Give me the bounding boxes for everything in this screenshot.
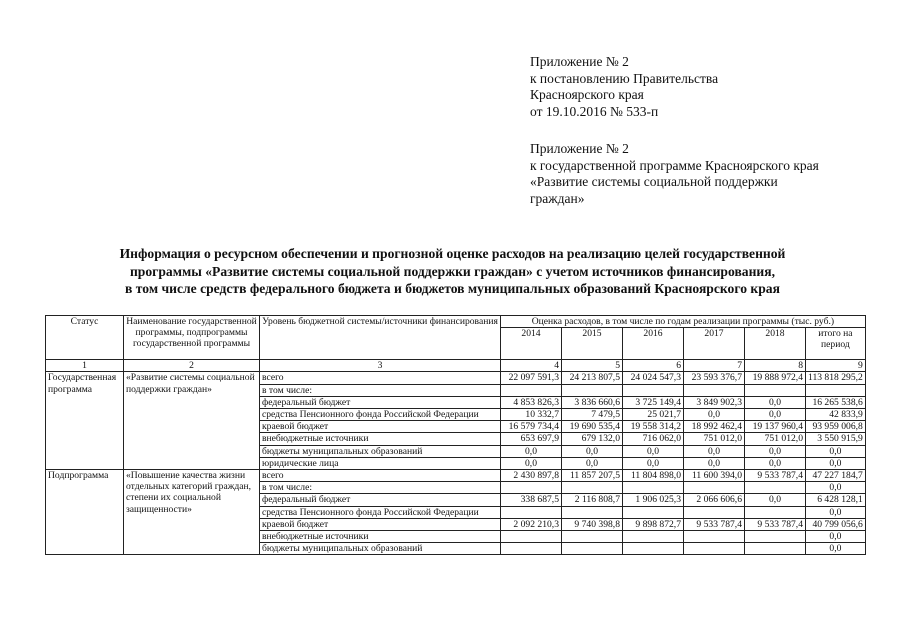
appendix-line: Красноярского края bbox=[530, 87, 644, 103]
row-value: 22 097 591,3 bbox=[501, 372, 562, 384]
row-value: 11 804 898,0 bbox=[623, 470, 684, 482]
row-value bbox=[501, 482, 562, 494]
row-value: 42 833,9 bbox=[806, 409, 866, 421]
row-source: краевой бюджет bbox=[260, 421, 501, 433]
row-value: 0,0 bbox=[623, 445, 684, 457]
row-value bbox=[684, 543, 745, 555]
row-value: 11 857 207,5 bbox=[562, 470, 623, 482]
column-number: 8 bbox=[745, 360, 806, 372]
row-value bbox=[684, 384, 745, 396]
row-value: 0,0 bbox=[806, 482, 866, 494]
appendix-line: к постановлению Правительства bbox=[530, 70, 719, 86]
column-number: 3 bbox=[260, 360, 501, 372]
row-value: 0,0 bbox=[806, 543, 866, 555]
document-title bbox=[0, 245, 905, 298]
row-value: 24 024 547,3 bbox=[623, 372, 684, 384]
row-value: 0,0 bbox=[806, 457, 866, 469]
table-row bbox=[46, 372, 866, 384]
row-value bbox=[745, 506, 806, 518]
resource-table bbox=[45, 315, 866, 555]
row-value: 338 687,5 bbox=[501, 494, 562, 506]
row-value: 6 428 128,1 bbox=[806, 494, 866, 506]
row-value bbox=[562, 543, 623, 555]
row-status: Подпрограмма bbox=[46, 470, 124, 555]
appendix-decree bbox=[530, 54, 718, 120]
appendix-line: от 19.10.2016 № 533-п bbox=[530, 103, 659, 119]
row-value bbox=[562, 384, 623, 396]
row-value: 3 849 902,3 bbox=[684, 396, 745, 408]
row-value: 0,0 bbox=[745, 445, 806, 457]
header-name: Наименование государственной программы, подпрограммы государственной программы bbox=[124, 316, 260, 360]
row-value: 0,0 bbox=[501, 457, 562, 469]
row-status: Государственная программа bbox=[46, 372, 124, 470]
title-line: в том числе средств федерального бюджета и бюджетов муниципальных образований Красноярского края bbox=[125, 281, 780, 296]
title-line: программы «Развитие системы социальной поддержки граждан» с учетом источников финансирования, bbox=[129, 263, 776, 279]
appendix-line: Приложение № 2 bbox=[530, 141, 629, 156]
row-value bbox=[501, 506, 562, 518]
table-row bbox=[46, 470, 866, 482]
column-number: 2 bbox=[124, 360, 260, 372]
row-source: в том числе: bbox=[260, 482, 501, 494]
row-value: 4 853 826,3 bbox=[501, 396, 562, 408]
row-value bbox=[623, 543, 684, 555]
row-value bbox=[562, 482, 623, 494]
column-number: 9 bbox=[806, 360, 866, 372]
row-value bbox=[806, 384, 866, 396]
row-value: 0,0 bbox=[501, 445, 562, 457]
row-value: 2 116 808,7 bbox=[562, 494, 623, 506]
appendix-program bbox=[530, 141, 819, 207]
row-value bbox=[745, 384, 806, 396]
row-value: 0,0 bbox=[684, 445, 745, 457]
header-year: 2018 bbox=[745, 328, 806, 360]
column-number: 1 bbox=[46, 360, 124, 372]
row-value: 19 137 960,4 bbox=[745, 421, 806, 433]
row-value bbox=[562, 506, 623, 518]
appendix-line: Приложение № 2 bbox=[530, 54, 629, 69]
row-value: 2 430 897,8 bbox=[501, 470, 562, 482]
row-value: 3 836 660,6 bbox=[562, 396, 623, 408]
row-value bbox=[623, 506, 684, 518]
row-program-name: «Развитие системы социальной поддержки граждан» bbox=[124, 372, 260, 470]
row-value: 751 012,0 bbox=[684, 433, 745, 445]
appendix-line: к государственной программе Красноярского края bbox=[530, 157, 819, 173]
row-source: бюджеты муниципальных образований bbox=[260, 543, 501, 555]
row-value: 9 740 398,8 bbox=[562, 518, 623, 530]
row-value: 0,0 bbox=[745, 409, 806, 421]
row-value: 7 479,5 bbox=[562, 409, 623, 421]
column-number: 7 bbox=[684, 360, 745, 372]
row-value bbox=[562, 531, 623, 543]
row-value: 93 959 006,8 bbox=[806, 421, 866, 433]
row-value: 0,0 bbox=[684, 409, 745, 421]
row-value: 113 818 295,2 bbox=[806, 372, 866, 384]
row-value: 23 593 376,7 bbox=[684, 372, 745, 384]
row-value: 0,0 bbox=[806, 445, 866, 457]
row-value: 47 227 184,7 bbox=[806, 470, 866, 482]
row-value: 25 021,7 bbox=[623, 409, 684, 421]
title-line: Информация о ресурсном обеспечении и прогнозной оценке расходов на реализацию целей государственной bbox=[119, 246, 786, 261]
row-value: 0,0 bbox=[684, 457, 745, 469]
row-value bbox=[501, 384, 562, 396]
row-value: 679 132,0 bbox=[562, 433, 623, 445]
row-value: 11 600 394,0 bbox=[684, 470, 745, 482]
row-value bbox=[501, 543, 562, 555]
row-value: 16 579 734,4 bbox=[501, 421, 562, 433]
row-value: 9 533 787,4 bbox=[745, 518, 806, 530]
row-value bbox=[745, 543, 806, 555]
row-value bbox=[623, 482, 684, 494]
row-source: краевой бюджет bbox=[260, 518, 501, 530]
row-value bbox=[501, 531, 562, 543]
column-number: 6 bbox=[623, 360, 684, 372]
appendix-line: «Развитие системы социальной поддержки bbox=[530, 174, 778, 190]
row-value: 3 550 915,9 bbox=[806, 433, 866, 445]
row-source: средства Пенсионного фонда Российской Федерации bbox=[260, 409, 501, 421]
row-value: 40 799 056,6 bbox=[806, 518, 866, 530]
row-source: внебюджетные источники bbox=[260, 531, 501, 543]
row-value: 0,0 bbox=[745, 494, 806, 506]
header-total: итого на период bbox=[806, 328, 866, 360]
row-value: 19 888 972,4 bbox=[745, 372, 806, 384]
row-value: 0,0 bbox=[806, 506, 866, 518]
row-source: федеральный бюджет bbox=[260, 494, 501, 506]
row-value bbox=[684, 531, 745, 543]
column-number: 4 bbox=[501, 360, 562, 372]
row-value: 9 533 787,4 bbox=[745, 470, 806, 482]
row-value bbox=[684, 482, 745, 494]
row-value: 0,0 bbox=[745, 396, 806, 408]
row-source: федеральный бюджет bbox=[260, 396, 501, 408]
row-program-name: «Повышение качества жизни отдельных категорий граждан, степени их социальной защищенности» bbox=[124, 470, 260, 555]
row-value: 16 265 538,6 bbox=[806, 396, 866, 408]
row-value: 10 332,7 bbox=[501, 409, 562, 421]
row-source: всего bbox=[260, 372, 501, 384]
row-value bbox=[623, 531, 684, 543]
row-value: 716 062,0 bbox=[623, 433, 684, 445]
row-source: бюджеты муниципальных образований bbox=[260, 445, 501, 457]
row-value: 9 533 787,4 bbox=[684, 518, 745, 530]
row-value: 0,0 bbox=[745, 457, 806, 469]
row-value: 653 697,9 bbox=[501, 433, 562, 445]
row-value: 24 213 807,5 bbox=[562, 372, 623, 384]
row-value: 19 558 314,2 bbox=[623, 421, 684, 433]
header-year: 2014 bbox=[501, 328, 562, 360]
appendix-line: граждан» bbox=[530, 190, 585, 206]
row-value: 9 898 872,7 bbox=[623, 518, 684, 530]
header-year: 2017 bbox=[684, 328, 745, 360]
header-estimate: Оценка расходов, в том числе по годам реализации программы (тыс. руб.) bbox=[501, 316, 866, 328]
row-value bbox=[745, 482, 806, 494]
row-value: 2 092 210,3 bbox=[501, 518, 562, 530]
row-source: юридические лица bbox=[260, 457, 501, 469]
header-level: Уровень бюджетной системы/источники финансирования bbox=[260, 316, 501, 360]
row-value: 2 066 606,6 bbox=[684, 494, 745, 506]
row-value: 0,0 bbox=[562, 457, 623, 469]
row-value: 18 992 462,4 bbox=[684, 421, 745, 433]
row-value: 751 012,0 bbox=[745, 433, 806, 445]
column-number: 5 bbox=[562, 360, 623, 372]
row-value bbox=[684, 506, 745, 518]
row-value: 3 725 149,4 bbox=[623, 396, 684, 408]
header-year: 2016 bbox=[623, 328, 684, 360]
row-value bbox=[745, 531, 806, 543]
header-year: 2015 bbox=[562, 328, 623, 360]
row-value: 0,0 bbox=[623, 457, 684, 469]
row-value: 19 690 535,4 bbox=[562, 421, 623, 433]
row-value bbox=[623, 384, 684, 396]
row-source: всего bbox=[260, 470, 501, 482]
header-status: Статус bbox=[46, 316, 124, 360]
row-source: средства Пенсионного фонда Российской Федерации bbox=[260, 506, 501, 518]
row-source: в том числе: bbox=[260, 384, 501, 396]
row-value: 0,0 bbox=[806, 531, 866, 543]
row-value: 0,0 bbox=[562, 445, 623, 457]
row-value: 1 906 025,3 bbox=[623, 494, 684, 506]
row-source: внебюджетные источники bbox=[260, 433, 501, 445]
